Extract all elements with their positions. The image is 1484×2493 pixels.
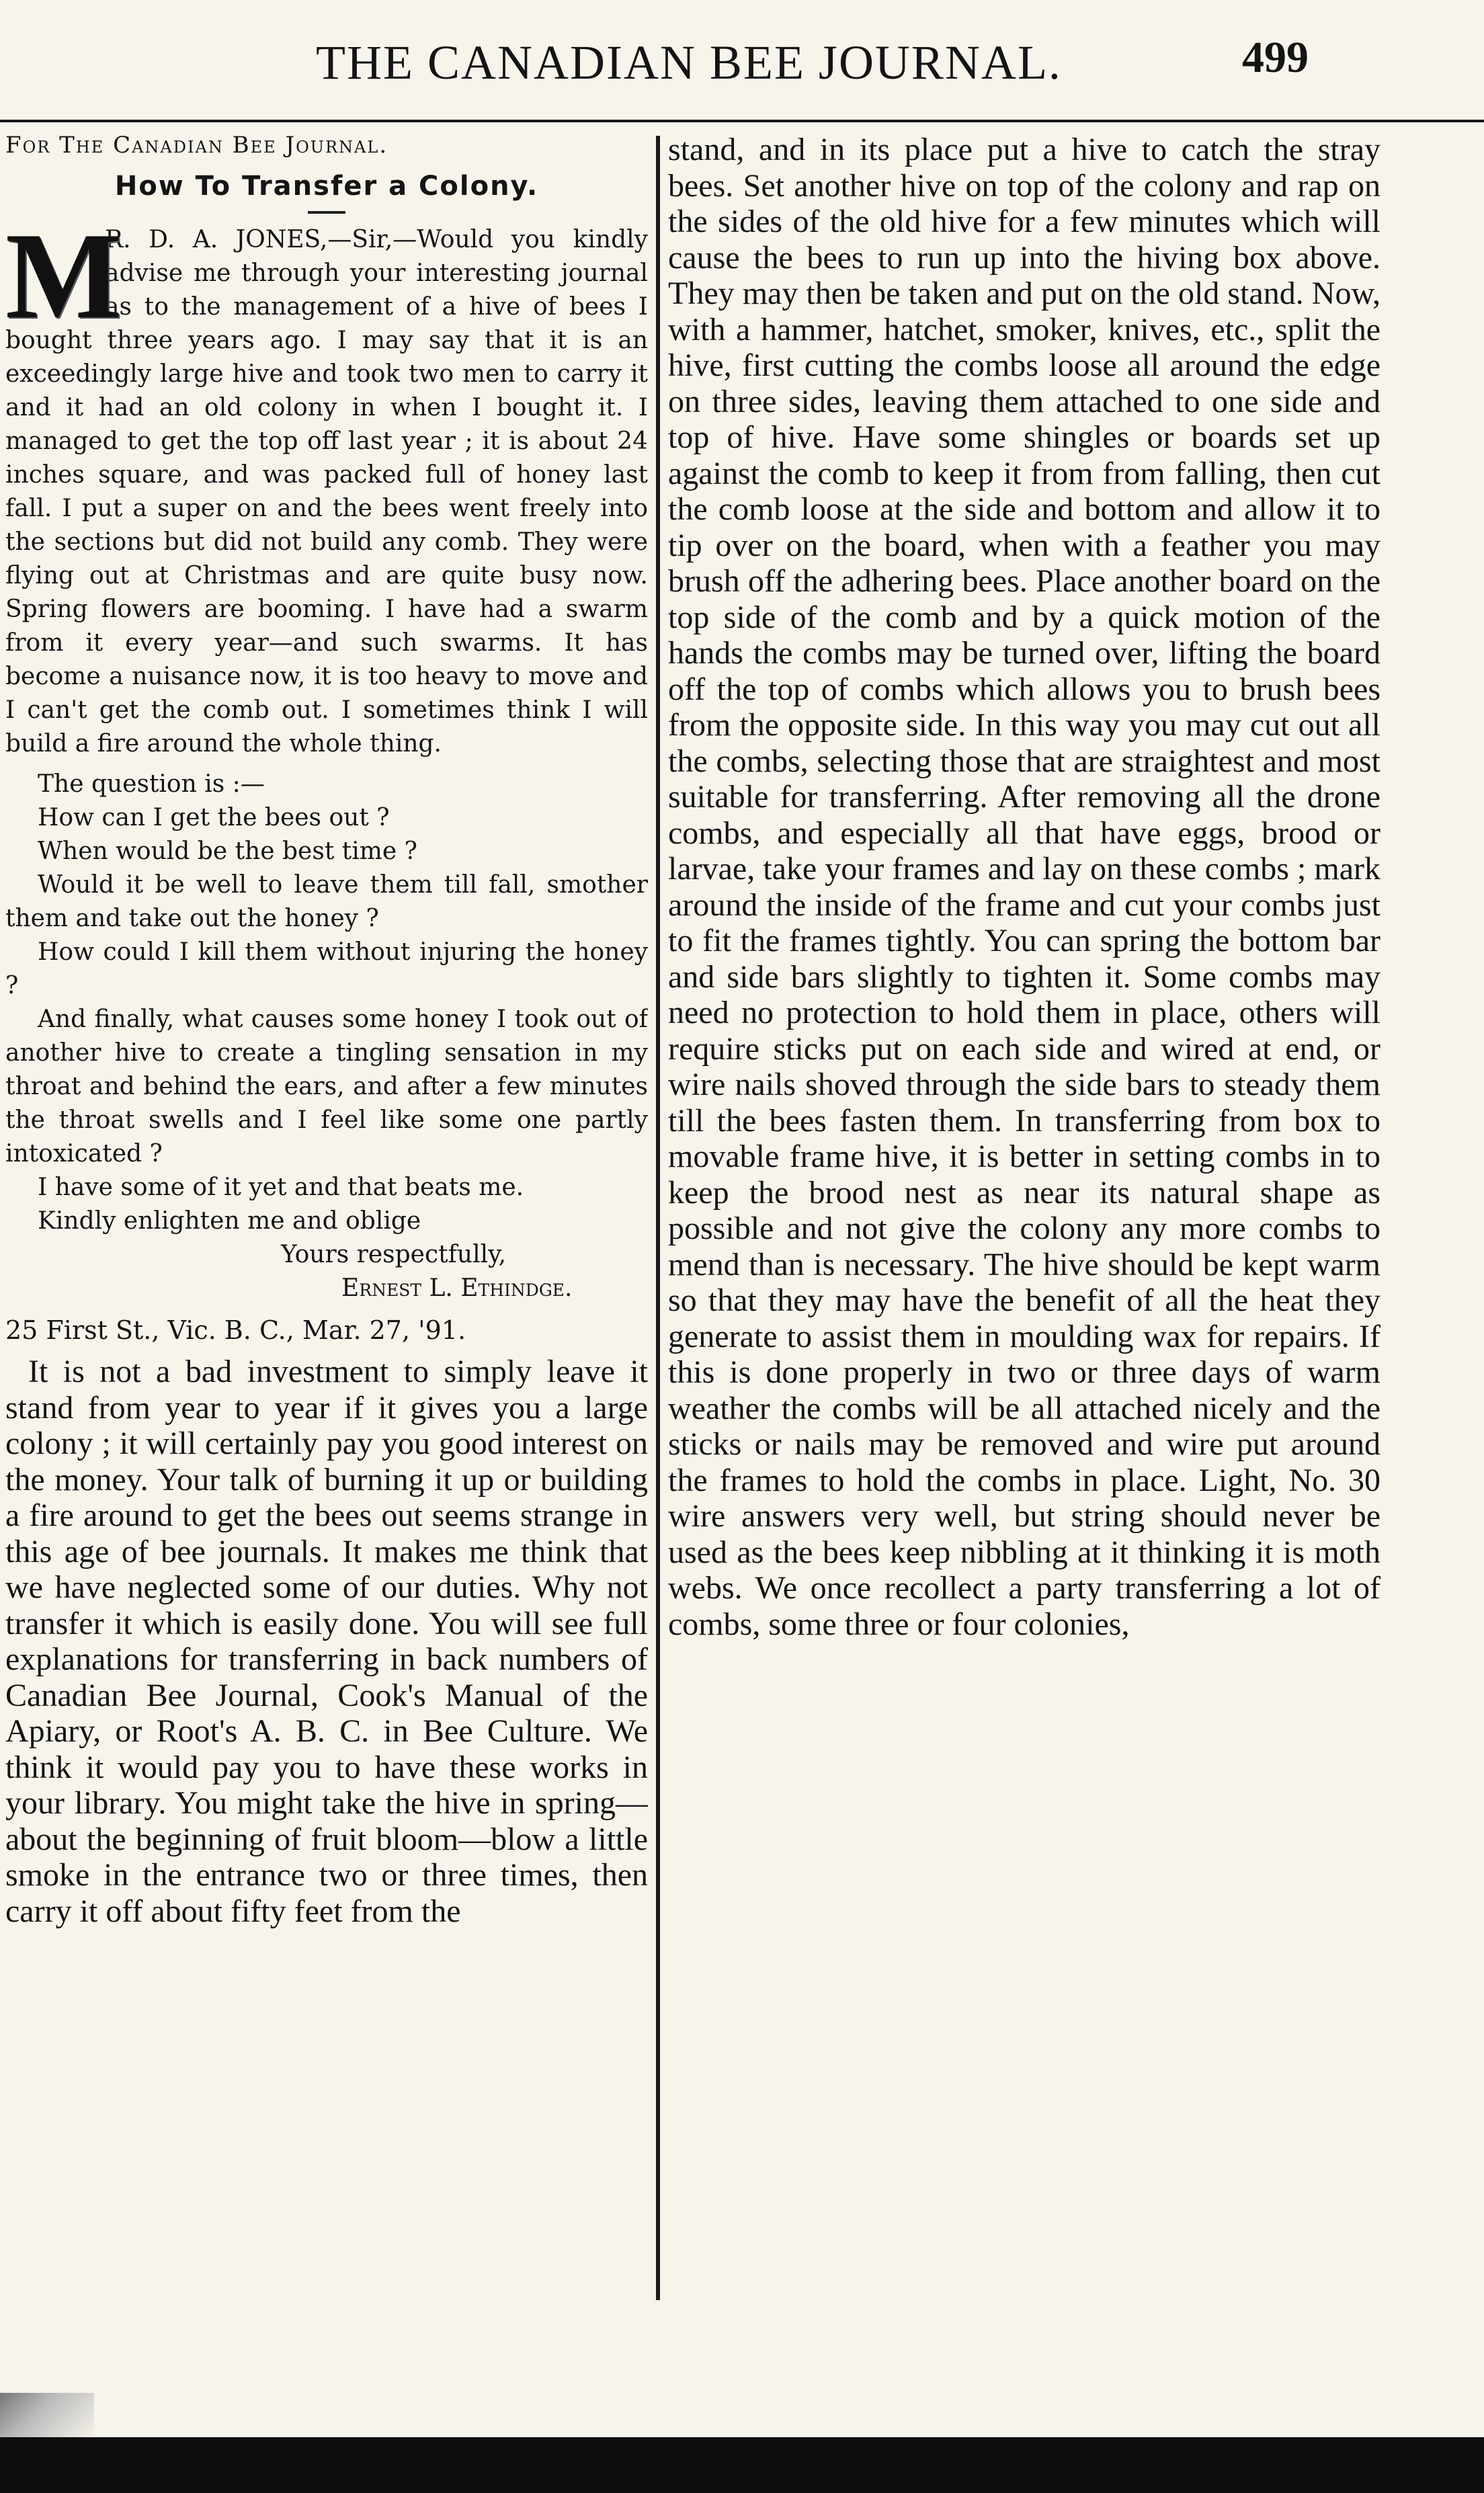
letter-closing: Yours respectfully, — [281, 1241, 507, 1268]
page-header — [0, 27, 1484, 101]
reply-paragraph: stand, and in its place put a hive to catch the stray bees. Set another hive on top of the colony and rap on the sides of the old hive for a few minutes which will cause the bees to run up into the hiving box above. They may then be taken and put on the old stand. Now, with a hammer, hatchet, smoker, knives, etc., split the hive, first cutting the combs loose all around the edge on three sides, leaving them attached to one side and top of hive. Have some shingles or boards set up against the comb to keep it from from falling, then cut the comb loose at the side and bottom and allow it to tip over on the board, when with a feather you may brush off the adhering bees. Place another board on the top side of the comb and by a quick motion of the hands the combs may be turned over, lifting the board off the top of combs which allows you to brush bees from the opposite side. In this way you may cut out all the combs, selecting those that are straightest and most suitable for transferring. After removing all the drone combs, and especially all that have eggs, brood or larvae, take your frames and lay on these combs ; mark around the inside of the frame and cut your combs just to fit the frames tightly. You can spring the bottom bar and side bars slightly to tighten it. Some combs may need no protection to hold them in place, others will require sticks put on each side and wired at end, or wire nails shoved through the side bars to steady them till the bees fasten them. In transferring from box to movable frame hive, it is better in setting combs in to keep the brood nest as near its natural shape as possible and not give the colony any more combs to mend than is necessary. The hive should be kept warm so that they may have the benefit of all the heat they generate to assist them in moulding wax for repairs. If this is done properly in two or three days of warm weather the combs will be all attached nicely and the sticks or nails may be removed and wire put around the frames to hold the combs in place. Light, No. 30 wire answers very well, but string should never be used as the bees keep nibbling at it thinking it is moth webs. We once recollect a party transferring a lot of combs, some three or four colonies, — [668, 132, 1380, 1642]
left-column — [5, 132, 648, 2323]
question-item: Would it be well to leave them till fall, smother them and take out the honey ? — [5, 871, 648, 932]
reader-letter — [5, 207, 648, 1347]
question-item: When would be the best time ? — [38, 837, 417, 865]
question-item: I have some of it yet and that beats me. — [38, 1174, 524, 1201]
dropcap — [5, 207, 122, 344]
title-dash — [308, 211, 345, 214]
question-intro: The question is :— — [38, 770, 265, 798]
editor-reply-part-2 — [668, 132, 1380, 1642]
scan-edge-shadow — [0, 2393, 94, 2440]
question-item: Kindly enlighten me and oblige — [38, 1207, 421, 1235]
letter-body: R. D. A. JONES,—Sir,—Would you kindly advise me through your interesting journal as to the management of a hive of bees I bought three years ago. I may say that it is an exceedingly large hive and took two men to carry it and it had an old colony in when I bought it. I managed to get the top off last year ; it is about 24 inches square, and was packed full of honey last fall. I put a super on and the bees went freely into the sections but did not build any comb. They were flying out at Christmas and are quite busy now. Spring flowers are booming. I have had a swarm from it every year—and such swarms. It has become a nuisance now, it is too heavy to move and I can't get the comb out. I sometimes think I will build a fire around the whole thing. — [5, 226, 648, 758]
scan-bottom-band — [0, 2437, 1484, 2493]
header-rule — [0, 120, 1484, 122]
article-kicker: For The Canadian Bee Journal. — [5, 132, 388, 159]
question-item: And finally, what causes some honey I took out of another hive to create a tingling sensation in my throat and behind the ears, and after a few minutes the throat swells and I feel like some one partly intoxicated ? — [5, 1006, 648, 1168]
letter-signature: Ernest L. Ethindge. — [341, 1274, 573, 1302]
reply-paragraph: It is not a bad investment to simply leave it stand from year to year if it gives you a large colony ; it will certainly pay you good interest on the money. Your talk of burning it up or building a fire around to get the bees out seems strange in this age of bee journals. It makes me think that we have neglected some of our duties. Why not transfer it which is easily done. You will see full explanations for transferring in back numbers of Canadian Bee Journal, Cook's Manual of the Apiary, or Root's A. B. C. in Bee Culture. We think it would pay you to have these works in your library. You might take the hive in spring—about the beginning of fruit bloom—blow a little smoke in the entrance two or three times, then carry it off about fifty feet from the — [5, 1354, 648, 1929]
journal-title: THE CANADIAN BEE JOURNAL. — [316, 36, 1062, 89]
page-number: 499 — [1242, 33, 1309, 82]
column-divider — [656, 136, 660, 2300]
article-title: How To Transfer a Colony. — [114, 171, 539, 202]
letter-dateline: 25 First St., Vic. B. C., Mar. 27, '91. — [5, 1315, 466, 1345]
question-item: How can I get the bees out ? — [38, 804, 390, 831]
question-item: How could I kill them without injuring the honey ? — [5, 938, 648, 999]
right-column — [668, 132, 1380, 2323]
editor-reply-part-1 — [5, 1354, 648, 1929]
dropcap-letter: M — [5, 207, 122, 344]
